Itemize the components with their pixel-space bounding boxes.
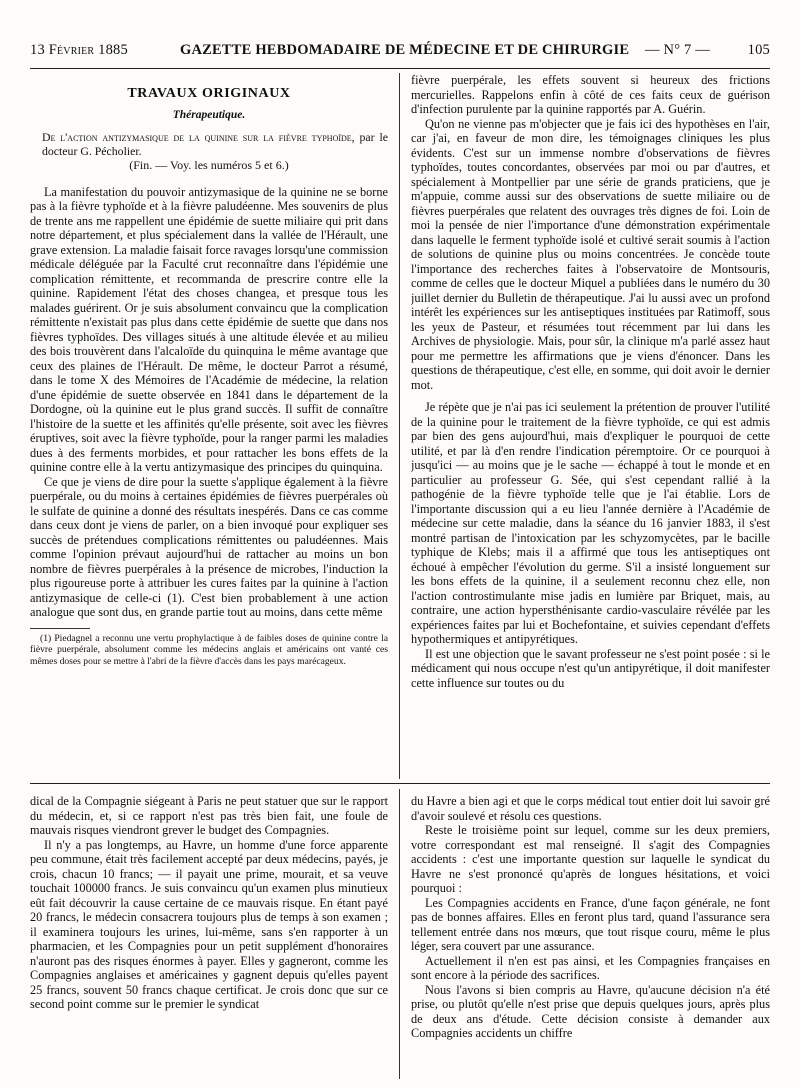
section-title: TRAVAUX ORIGINAUX	[127, 86, 291, 101]
section-subtitle: Thérapeutique.	[172, 108, 246, 121]
article-column-2	[411, 73, 770, 775]
paragraph: Il est une objection que le savant professeur ne s'est point posée : si le médicament qui nous occupe n'est qu'un antipyrétique, il doit manifester cette influence sur toutes ou du	[411, 646, 770, 690]
article-author: par le docteur G. Pécholier.	[42, 130, 388, 158]
paragraph: Qu'on ne vienne pas m'objecter que je fais ici des hypothèses en l'air, car j'ai, en faveur de mon dire, les témoignages cliniques les plus évidents. C'est sur un immense nombre d'observations de fièvres typhoïdes, toutes concordantes, observées par moi ou par d'autres, et spécialement à Montpellier par une série de grands praticiens, que je m'appuie, comme aussi sur des observations de suette miliaire ou de fièvres puerpérales que relatent des ouvrages très dignes de foi. Loin de moi la pensée de nier l'importance d'une démonstration expérimentale dans laquelle le ferment typhoïde isolé et cultivé serait soumis à l'action de solutions de quinine plus ou moins concentrées. Je concède toute l'importance des recherches faites à l'observatoire de Montsouris, comme de celles que le docteur Miquel a publiées dans le numéro du 30 juillet dernier du Bulletin de thérapeutique. J'ai lu aussi avec un profond intérêt les expériences sur les antiseptiques instituées par Ratimoff, sous les yeux de Pasteur, et résumées tout récemment par lui dans les Archives de physiologie. Mais, pour sûr, la clinique m'a parlé assez haut pour me permettre les affirmations que je viens d'énoncer. Dans les questions de thérapeutique, c'est elle, en somme, qui doit avoir le dernier mot.	[411, 116, 770, 392]
paragraph: Je répète que je n'ai pas ici seulement la prétention de prouver l'utilité de la quinine pour le traitement de la fièvre typhoïde, ce qui est admis par bien des gens aujourd'hui, mais d'expliquer le pourquoi de cette utilité, et par là d'en rendre l'indication péremptoire. Or ce pourquoi à jusqu'ici — au moins que je le sache — échappé à tout le monde et en particulier au professeur G. Sée, qui s'est cependant rallié à la pathogénie de la fièvre typhoïde telle que je l'ai établie. Lors de l'importante discussion qui a eu lieu l'année dernière à l'Académie de médecine sur cette maladie, dans la séance du 16 janvier 1883, il s'est montré partisan de l'intoxication par les schyzomycètes, par le bacille typhique de Klebs; mais il a affirmé que tous les antiseptiques ont échoué à empêcher l'évolution du germe. S'il a insisté longuement sur les bons effets de la quinine, il a seulement reconnu chez elle, non l'action controstimulante mise jadis en lumière par Briquet, mais, au contraire, une action hypersthénisante cardio-vasculaire révélée par les expériences faites par lui et Bochefontaine, et suivies cependant d'effets hypothermiques et antipyrétiques.	[411, 400, 770, 646]
article-title-lead: De l'action antizymasique de la quinine sur la fièvre typhoïde,	[42, 130, 355, 144]
footnote-rule	[30, 628, 90, 629]
issue-date: 13 Février 1885	[30, 42, 128, 58]
continuation-note: (Fin. — Voy. les numéros 5 et 6.)	[129, 158, 289, 172]
paragraph: fièvre puerpérale, les effets souvent si heureux des frictions mercurielles. Rappelons enfin à côté de ces faits ceux de guérison d'infection purulente par la quinine rapportés par A. Guérin.	[411, 73, 770, 116]
footnote: (1) Piedagnel a reconnu une vertu prophylactique à de faibles doses de quinine contre la fièvre puerpérale, absolument comme les médecins anglais et américains ont vanté ces mêmes doses pour se mettre à l'abri de la fièvre d'accès dans les pays marécageux.	[30, 632, 388, 667]
paragraph: du Havre a bien agi et que le corps médical tout entier doit lui savoir gré d'avoir soulevé et résolu ces questions.	[411, 794, 770, 823]
article-column-1	[30, 73, 388, 738]
running-header	[30, 42, 770, 64]
column-divider	[399, 73, 400, 779]
page-number: 105	[747, 42, 770, 58]
lower-column-1	[30, 794, 388, 1076]
journal-title: GAZETTE HEBDOMADAIRE DE MÉDECINE ET DE CHIRURGIE	[180, 42, 630, 58]
paragraph: Actuellement il n'en est pas ainsi, et les Compagnies françaises en sont encore à la période des sacrifices.	[411, 953, 770, 982]
paragraph: Ce que je viens de dire pour la suette s'applique également à la fièvre puerpérale, ou du moins à certaines épidémies de fièvres puerpérales où le sulfate de quinine a donné des résultats inespérés. Dans ce cas comme dans ceux dont je viens de parler, on a bien invoqué pour expliquer ses succès de prétendues complications rémittentes ou paludéennes. Mais comme l'opinion prévaut aujourd'hui de rattacher au moins un bon nombre de fièvres puerpérales à la présence de microbes, l'induction la plus rigoureuse porte à attribuer les cures faites par la quinine à l'action antizymasique de celle-ci (1). C'est bien probablement à une action analogue que sont dus, en grande partie tout au moins, dans cette même	[30, 474, 388, 619]
paragraph: Il n'y a pas longtemps, au Havre, un homme d'une force apparente peu commune, était très facilement accepté par deux médecins, payés, je crois, chacun 10 francs; — il payait une prime, mourait, et sa veuve touchait 100000 francs. Je suis convaincu qu'un examen plus minutieux eût fait découvrir la cause certaine de ce mauvais risque. En étant payé 20 francs, le médecin consacrera toujours plus de temps à son examen ; il examinera toujours les urines, lui-même, sans s'en rapporter à un pharmacien, et les Compagnies pour un petit supplément d'honoraires n'auront pas des risques énormes à payer. Elles y gagneront, comme les Compagnies anglaises et américaines y gagnent depuis qu'elles payent 25 francs, souvent 50 francs chaque certificat. Je crois donc que sur ce second point comme sur le premier le syndicat	[30, 837, 388, 1011]
article-title	[30, 130, 388, 158]
paragraph: Les Compagnies accidents en France, d'une façon générale, ne font pas de bonnes affaires. Elles en feront plus tard, quand l'assurance sera tellement entrée dans nos mœurs, que tout risque couru, même le plus léger, sera couvert par une assurance.	[411, 895, 770, 953]
paragraph: Nous l'avons si bien compris au Havre, qu'aucune décision n'a été prise, ou plutôt qu'elle n'est prise que depuis quelques jours, après plus de deux ans d'étude. Cette décision consiste à demander aux Compagnies accidents un chiffre	[411, 982, 770, 1040]
paragraph: Reste le troisième point sur lequel, comme sur les deux premiers, votre correspondant est mal renseigné. Il s'agit des Compagnies accidents : c'est une importante question sur laquelle le syndicat du Havre ne s'est prononcé qu'après de longues hésitations, et voici pourquoi :	[411, 823, 770, 895]
issue-number: — N° 7 —	[645, 42, 710, 58]
section-divider	[30, 783, 770, 784]
lower-column-2	[411, 794, 770, 1076]
paragraph: La manifestation du pouvoir antizymasique de la quinine ne se borne pas à la fièvre typhoïde et à la fièvre paludéenne. Mes souvenirs de plus de trente ans me rappellent une épidémie de suette miliaire qui prit dans notre département, et plus spécialement dans la vallée de l'Hérault, une grave extension. La maladie faisait force ravages lorsqu'une commission médicale déléguée par la Faculté crut reconnaître dans l'épidémie une complication rémittente, et recommanda de prescrire contre elle la quinine. Rapidement l'état des choses changea, et presque tous les malades guérirent. Or je suis absolument convaincu que la complication rémittente n'existait pas plus dans cette épidémie de suette que dans nos fièvres typhoïdes. Des villages situés à une altitude élevée et au milieu des bois trouvèrent dans l'alcaloïde du quinquina le même avantage que ceux des plaines de l'Hérault. De même, le docteur Parrot a résumé, dans le tome X des Mémoires de l'Académie de médecine, la relation d'une épidémie de suette observée en 1841 dans le département de la Dordogne, où la quinine eut le plus grand succès. Il suffit de connaître l'histoire de la suette et les affinités qu'elle présente, soit avec les fièvres éruptives, soit avec la fièvre typhoïde, pour la ranger parmi les maladies dues à des ferments morbides, et pour rattacher les bons effets de la quinine contre elle à la vertu antizymasique des principes du quinquina.	[30, 184, 388, 474]
paragraph: dical de la Compagnie siégeant à Paris ne peut statuer que sur le rapport du médecin, et, si ce rapport n'est pas très bien fait, une foule de mauvais risques viendront grever le budget des Compagnies.	[30, 794, 388, 837]
column-divider	[399, 789, 400, 1079]
header-rule	[30, 68, 770, 69]
